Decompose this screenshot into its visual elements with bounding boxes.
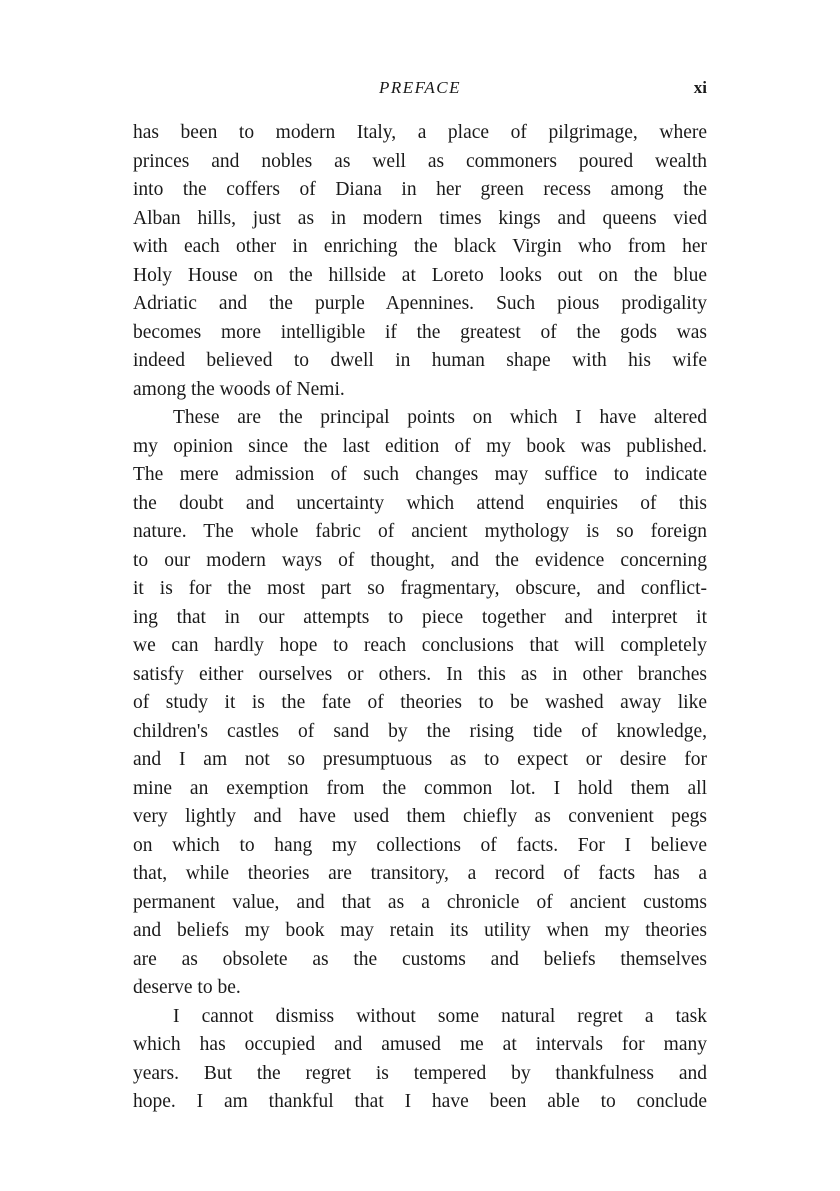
text-line: princes and nobles as well as commoners poured wealth: [133, 150, 707, 172]
text-line: deserve to be.: [133, 977, 241, 998]
running-title: PREFACE: [379, 78, 461, 97]
text-line: into the coffers of Diana in her green recess among the: [133, 179, 707, 200]
text-line: with each other in enriching the black Virgin who from her: [133, 236, 707, 257]
text-line: to our modern ways of thought, and the evidence concerning: [133, 549, 707, 571]
page-number: xi: [693, 78, 707, 97]
text-line: hope. I am thankful that I have been able to conclude: [133, 1091, 707, 1112]
paragraph-start-line: These are the principal points on which I have altered: [173, 407, 707, 428]
text-line: and I am not so presumptuous as to expect or desire for: [133, 749, 707, 770]
text-line: very lightly and have used them chiefly as convenient pegs: [133, 806, 707, 827]
text-line: The mere admission of such changes may suffice to indicate: [133, 464, 707, 485]
text-line: on which to hang my collections of facts. For I believe: [133, 834, 707, 856]
text-line: the doubt and uncertainty which attend enquiries of this: [133, 492, 707, 514]
text-line: that, while theories are transitory, a record of facts has a: [133, 863, 707, 884]
text-line: has been to modern Italy, a place of pilgrimage, where: [133, 122, 707, 143]
body-text: [133, 119, 707, 1117]
text-line: Adriatic and the purple Apennines. Such pious prodigality: [133, 293, 707, 314]
text-line: becomes more intelligible if the greatest of the gods was: [133, 321, 707, 343]
text-line: it is for the most part so fragmentary, obscure, and conflict-: [133, 578, 707, 599]
text-line: nature. The whole fabric of ancient mythology is so foreign: [133, 521, 707, 542]
text-line: are as obsolete as the customs and beliefs themselves: [133, 948, 707, 970]
text-line: Alban hills, just as in modern times kings and queens vied: [133, 207, 707, 229]
text-line: permanent value, and that as a chronicle of ancient customs: [133, 891, 707, 913]
text-line: which has occupied and amused me at intervals for many: [133, 1034, 707, 1055]
text-line: we can hardly hope to reach conclusions that will completely: [133, 635, 707, 656]
text-line: mine an exemption from the common lot. I hold them all: [133, 777, 707, 799]
text-line: ing that in our attempts to piece together and interpret it: [133, 606, 707, 628]
text-line: satisfy either ourselves or others. In this as in other branches: [133, 663, 707, 685]
text-line: and beliefs my book may retain its utility when my theories: [133, 920, 707, 941]
text-line: indeed believed to dwell in human shape with his wife: [133, 350, 707, 371]
text-line: Holy House on the hillside at Loreto looks out on the blue: [133, 264, 707, 286]
text-line: years. But the regret is tempered by thankfulness and: [133, 1062, 707, 1084]
text-line: children's castles of sand by the rising tide of knowledge,: [133, 720, 707, 742]
paragraph-start-line: I cannot dismiss without some natural regret a task: [173, 1005, 707, 1027]
running-head: [133, 78, 707, 102]
text-line: among the woods of Nemi.: [133, 378, 345, 400]
text-line: my opinion since the last edition of my book was published.: [133, 435, 707, 457]
text-line: of study it is the fate of theories to be washed away like: [133, 692, 707, 713]
